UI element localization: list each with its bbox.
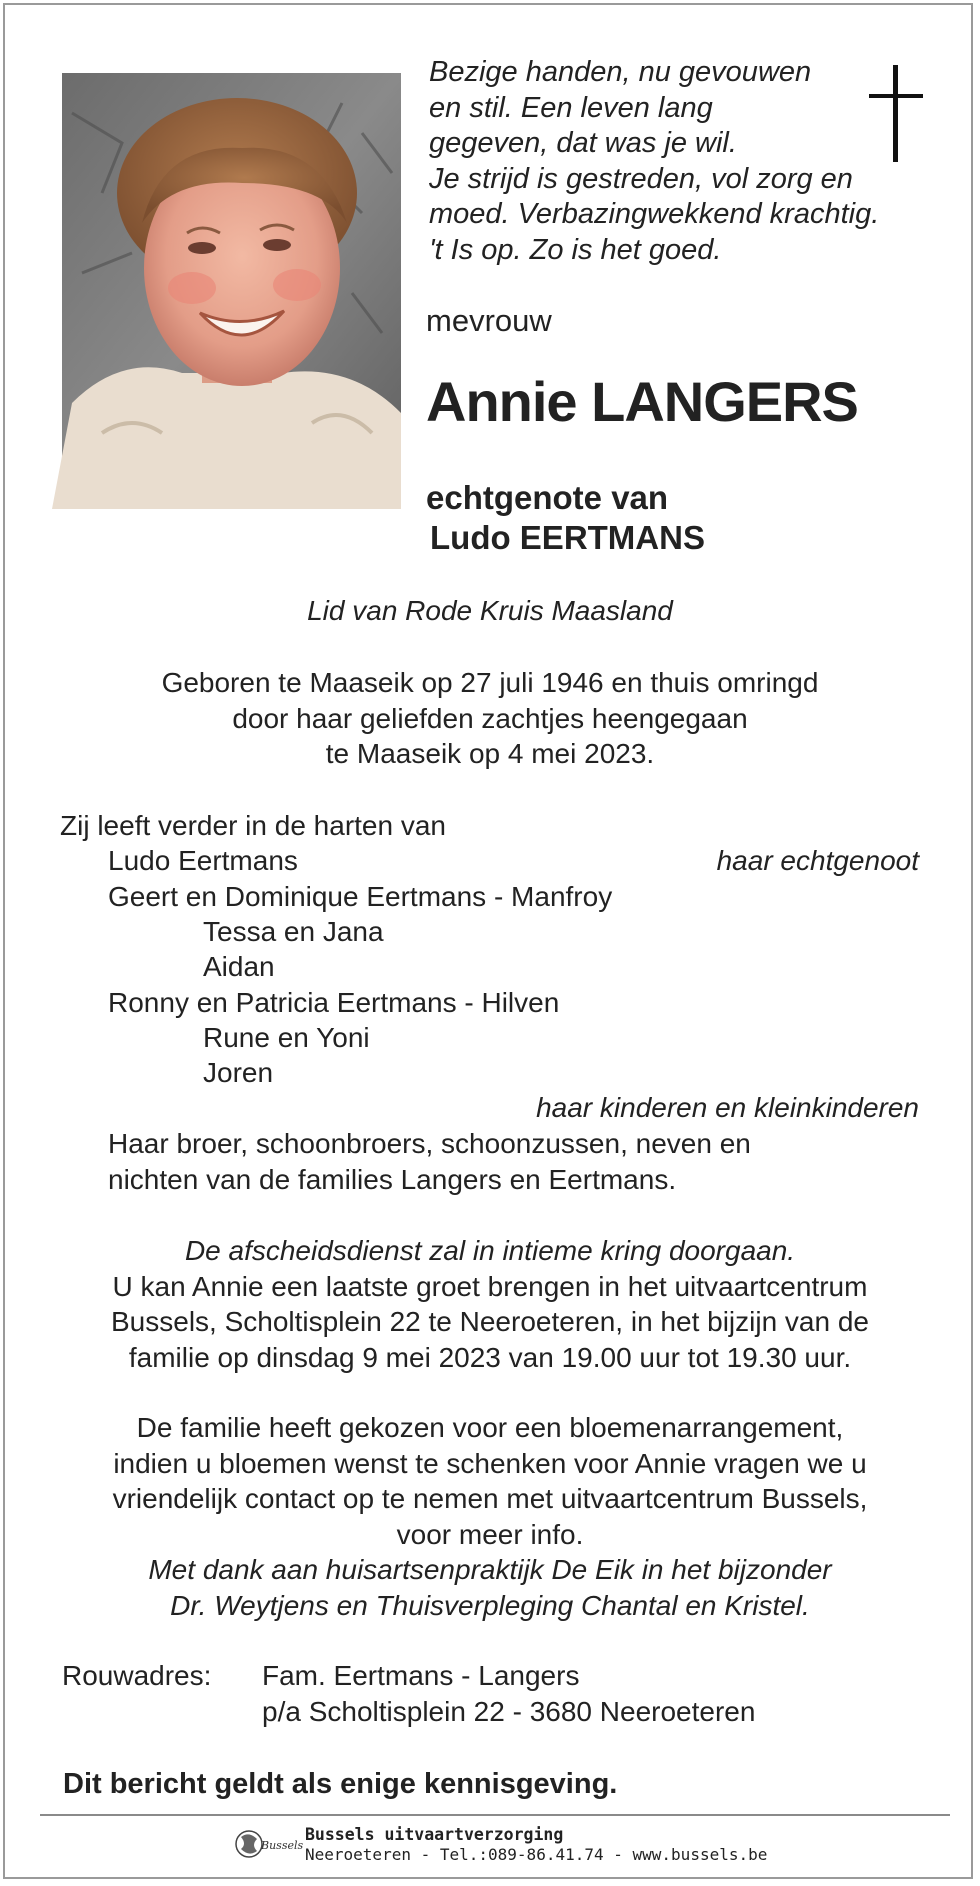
family-grandchildren-2b: Joren xyxy=(203,1057,274,1088)
footer-divider xyxy=(40,1814,950,1816)
text-line: Bussels, Scholtisplein 22 te Neeroeteren, in het bijzijn van de xyxy=(111,1306,869,1337)
ceremony-intro: De afscheidsdienst zal in intieme kring doorgaan. xyxy=(184,1235,796,1266)
address-line-2: p/a Scholtisplein 22 - 3680 Neeroeteren xyxy=(262,1696,756,1727)
poem-line: en stil. Een leven lang xyxy=(429,91,713,124)
address-label: Rouwadres: xyxy=(62,1660,212,1691)
svg-text:Bussels: Bussels xyxy=(261,1839,304,1852)
spouse-intro: echtgenote van xyxy=(426,479,669,516)
family-spouse-role: haar echtgenoot xyxy=(716,845,919,876)
family-others xyxy=(108,1126,751,1197)
ceremony-text xyxy=(5,1233,975,1375)
text-line: nichten van de families Langers en Eertmans. xyxy=(108,1163,677,1195)
family-spouse: Ludo Eertmans xyxy=(108,845,298,876)
deceased-name: Annie LANGERS xyxy=(426,370,858,433)
thanks-line: Met dank aan huisartsenpraktijk De Eik in het bijzonder xyxy=(148,1554,832,1585)
membership-line: Lid van Rode Kruis Maasland xyxy=(307,595,673,626)
poem-line: Bezige handen, nu gevouwen xyxy=(429,56,812,88)
text-line: door haar geliefden zachtjes heengegaan xyxy=(232,702,748,734)
text-line: De familie heeft gekozen voor een bloemenarrangement, xyxy=(136,1412,844,1443)
text-line: voor meer info. xyxy=(396,1518,584,1550)
footer-company: Bussels uitvaartverzorging xyxy=(305,1825,564,1844)
cross-icon xyxy=(867,65,927,165)
text-line: vriendelijk contact op te nemen met uitvaartcentrum Bussels, xyxy=(112,1483,868,1514)
bussels-logo xyxy=(231,1827,304,1863)
final-note: Dit bericht geldt als enige kennisgeving. xyxy=(63,1768,618,1800)
flowers-text xyxy=(5,1410,975,1623)
family-child-2: Ronny en Patricia Eertmans - Hilven xyxy=(108,987,560,1018)
obituary-card xyxy=(3,3,973,1879)
address-line-1: Fam. Eertmans - Langers xyxy=(262,1660,580,1691)
poem xyxy=(429,55,929,268)
family-grandchildren-2a: Rune en Yoni xyxy=(203,1022,370,1053)
text-line: Haar broer, schoonbroers, schoonzussen, neven en xyxy=(108,1128,751,1159)
birth-death-text xyxy=(5,665,975,772)
thanks-line: Dr. Weytjens en Thuisverpleging Chantal en Kristel. xyxy=(170,1589,810,1621)
family-children-role: haar kinderen en kleinkinderen xyxy=(536,1092,919,1123)
text-line: Geboren te Maaseik op 27 juli 1946 en thuis omringd xyxy=(161,667,819,698)
poem-line: 't Is op. Zo is het goed. xyxy=(429,233,722,266)
poem-line: moed. Verbazingwekkend krachtig. xyxy=(429,198,880,230)
poem-line: Je strijd is gestreden, vol zorg en xyxy=(429,162,853,195)
footer-contact: Neeroeteren - Tel.:089-86.41.74 - www.bussels.be xyxy=(305,1845,768,1864)
text-line: indien u bloemen wenst te schenken voor Annie vragen we u xyxy=(113,1447,867,1479)
poem-line: gegeven, dat was je wil. xyxy=(429,127,737,159)
family-child-1: Geert en Dominique Eertmans - Manfroy xyxy=(108,881,613,912)
text-line: te Maaseik op 4 mei 2023. xyxy=(325,738,655,769)
text-line: familie op dinsdag 9 mei 2023 van 19.00 uur tot 19.30 uur. xyxy=(128,1341,852,1373)
spouse-name: Ludo EERTMANS xyxy=(430,519,705,556)
portrait-photo xyxy=(62,73,401,509)
family-intro: Zij leeft verder in de harten van xyxy=(60,810,446,841)
text-line: U kan Annie een laatste groet brengen in het uitvaartcentrum xyxy=(112,1270,868,1302)
family-grandchildren-1b: Aidan xyxy=(203,951,275,982)
name-prefix: mevrouw xyxy=(426,303,552,338)
family-grandchildren-1a: Tessa en Jana xyxy=(203,916,384,947)
